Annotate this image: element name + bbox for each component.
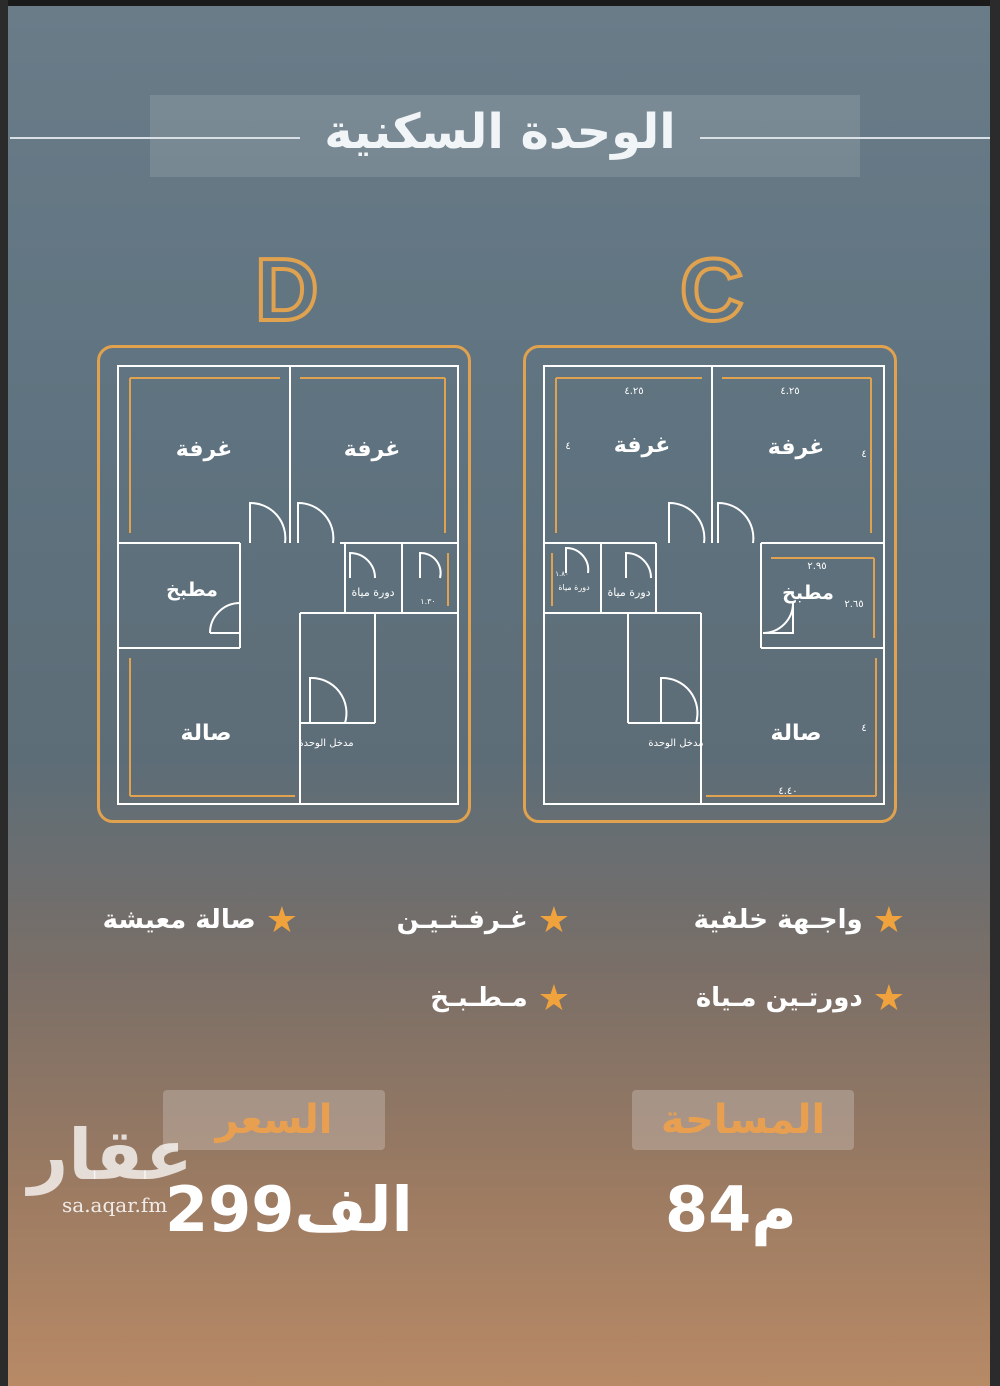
aqar-logo-watermark: عقار [28, 1114, 193, 1196]
unit-c-dim-h2: ٤ [861, 449, 867, 460]
unit-d-kitchen-label: مطبخ [166, 579, 218, 601]
unit-c-dim-hall-w: ٤.٤٠ [778, 786, 798, 797]
feature-kitchen [430, 978, 570, 1019]
unit-c-kitchen-label: مطبخ [782, 582, 834, 604]
title-line-right [700, 137, 990, 139]
price-label: السعر [163, 1090, 385, 1150]
top-frame [0, 0, 1000, 6]
feature-kitchen-text: مـطـبـخ [430, 983, 528, 1013]
unit-c-dim-kitchen-w: ٢.٩٥ [807, 561, 827, 572]
star-icon: ★ [872, 900, 905, 941]
feature-back-facade-text: واجـهة خلفية [693, 905, 863, 935]
unit-c-letter: C [680, 240, 744, 339]
unit-d-bath-label: دورة مياة [351, 586, 395, 599]
star-icon: ★ [537, 900, 570, 941]
unit-c-dim-h1: ٤ [565, 441, 571, 452]
unit-c-room2-label: غرفة [767, 435, 825, 460]
star-icon: ★ [537, 978, 570, 1019]
unit-c-entrance-label: مدخل الوحدة [648, 738, 704, 749]
star-icon: ★ [265, 900, 298, 941]
feature-living-hall [102, 900, 298, 941]
unit-c-bath2-label: دورة مياة [558, 583, 590, 592]
price-value: 299الف [165, 1173, 413, 1246]
page-title: الوحدة السكنية [324, 104, 676, 160]
left-frame [0, 0, 8, 1386]
unit-c-hall-label: صالة [770, 721, 822, 746]
unit-d-dim-small: ١.٣٠ [420, 597, 436, 606]
aqar-url-watermark: sa.aqar.fm [62, 1193, 168, 1217]
unit-c-dim-hall-h: ٤ [861, 723, 867, 734]
feature-two-bathrooms [695, 978, 905, 1019]
unit-c-dim-w2: ٤.٢٥ [780, 386, 800, 397]
feature-living-hall-text: صالة معيشة [102, 905, 256, 935]
unit-d-entrance-label: مدخل الوحدة [298, 738, 354, 749]
feature-back-facade [693, 900, 905, 941]
unit-d-room2-label: غرفة [343, 437, 401, 462]
area-value: 84م [665, 1173, 797, 1246]
right-frame [990, 0, 1000, 1386]
star-icon: ★ [872, 978, 905, 1019]
floor-plan-d-drawing [100, 348, 474, 826]
unit-c-room1-label: غرفة [613, 433, 671, 458]
floor-plan-c [523, 345, 897, 823]
floor-plan-c-drawing [526, 348, 900, 826]
title-line-left [10, 137, 300, 139]
unit-c-dim-kitchen-h: ٢.٦٥ [844, 599, 864, 610]
unit-c-bath-label: دورة مياة [607, 586, 651, 599]
unit-d-letter: D [255, 240, 319, 339]
feature-two-bathrooms-text: دورتـين مـياة [695, 983, 863, 1013]
unit-d-room1-label: غرفة [175, 437, 233, 462]
unit-d-hall-label: صالة [180, 721, 232, 746]
unit-c-dim-small: ١.٨٠ [555, 570, 569, 578]
feature-two-rooms-text: غـرفـتـيـن [396, 905, 528, 935]
floor-plan-d [97, 345, 471, 823]
unit-c-dim-w1: ٤.٢٥ [624, 386, 644, 397]
area-label: المساحة [632, 1090, 854, 1150]
feature-two-rooms [396, 900, 570, 941]
